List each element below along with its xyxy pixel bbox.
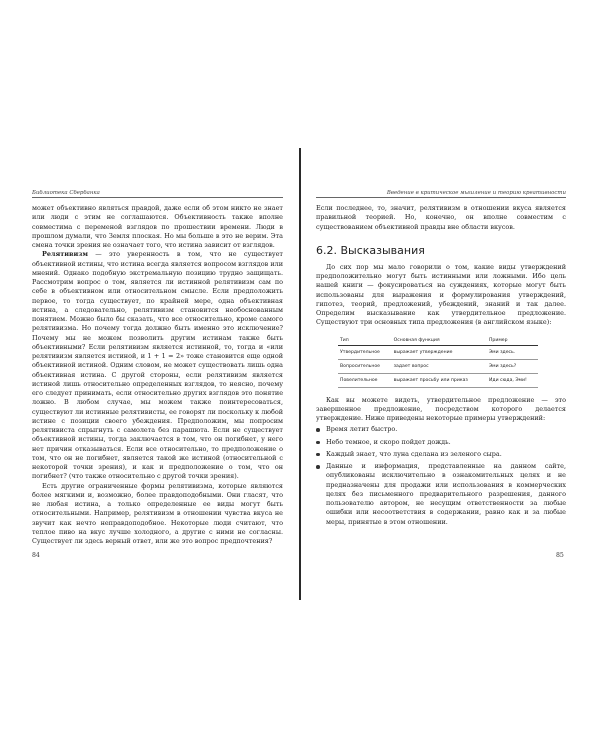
table-header-row bbox=[338, 336, 538, 346]
left-paragraph-3: Есть другие ограниченные формы релятивизма, которые являются более мягкими и, возможно, более правдоподобными. Они гласят, что не любая истина, а только определенные ее виды могут быть относительными. Например, релятивизм в отношении чувства вкуса не звучит как нечто неправдоподобное. Некоторые люди считают, что теплое пиво на вкус лучше холодного, а другие с ними не согласны. Существует ли здесь верный ответ, или же это вопрос предпочтения? bbox=[32, 481, 283, 545]
table-cell: Повелительное bbox=[338, 373, 392, 387]
list-item-text: Каждый знает, что луна сделана из зеленого сыра. bbox=[326, 449, 502, 458]
left-page bbox=[32, 190, 283, 546]
bullet-icon bbox=[316, 453, 320, 457]
table-cell: Вопросительное bbox=[338, 359, 392, 373]
bullet-icon bbox=[316, 428, 320, 432]
table-header-example: Пример bbox=[487, 336, 538, 346]
after-table-paragraph: Как вы можете видеть, утвердительное предложение — это завершенное предложение, посредством которого делается утверждение. Ниже приведены некоторые примеры утверждений: bbox=[316, 395, 566, 422]
table-cell: задает вопрос bbox=[392, 359, 487, 373]
left-paragraph-1: может объективно являться правдой, даже если об этом никто не знает или люди с этим не соглашаются. Объективность также вполне совместима с переменой взглядов по прошествии времени. Люди в прошлом думали, что Земля плоская. Но мы больше в это не верим. Эта смена точки зрения не означает того, что истина зависит от взглядов. bbox=[32, 204, 283, 249]
table-cell: выражает просьбу или приказ bbox=[392, 373, 487, 387]
table-row bbox=[338, 345, 538, 359]
right-intro-paragraph: Если последнее, то, значит, релятивизм в отношении вкуса является правильной теорией. Но, конечно, он вполне совместим с существованием объективной правды вне области вкусов. bbox=[316, 204, 566, 231]
page-gutter bbox=[299, 148, 301, 600]
list-item-text: Небо темное, и скоро пойдет дождь. bbox=[326, 437, 451, 446]
table-cell: Эми здесь. bbox=[487, 345, 538, 359]
table-cell: выражает утверждение bbox=[392, 345, 487, 359]
sentence-types-table bbox=[338, 336, 538, 388]
section-paragraph: До сих пор мы мало говорили о том, какие виды утверждений предположительно могут быть истинными или ложными. Ибо цель нашей книги — фокусироваться на суждениях, которые могут быть использованы для выражения и формулирования утверждений, гипотез, теорий, предложений, убеждений, знаний и так далее. Определим высказывание как утвердительное предложение. Существуют три основных типа предложения (в английском языке): bbox=[316, 262, 566, 327]
bullet-icon bbox=[316, 465, 320, 469]
list-item bbox=[316, 462, 566, 527]
table-row bbox=[338, 373, 538, 387]
left-page-number: 84 bbox=[32, 552, 40, 559]
right-page bbox=[316, 190, 566, 530]
table-header-type: Тип bbox=[338, 336, 392, 346]
table-cell: Иди сюда, Эми! bbox=[487, 373, 538, 387]
list-item-text: Время летит быстро. bbox=[326, 425, 398, 434]
section-title: 6.2. Высказывания bbox=[316, 243, 425, 257]
bullet-icon bbox=[316, 441, 320, 445]
left-running-head: Библиотека Сбербанка bbox=[32, 190, 283, 198]
left-paragraph-2-text: — это уверенность в том, что не существует объективной истины, что истина всегда является вопросом взглядов или мнений. Однако подобную экстремальную позицию трудно защищать. Рассмотрим вопрос о том, является ли истинной релятивизм сам по себе в объективном или относительном смысле. Если предположить первое, то тогда существует, по крайней мере, одна объективная истина, а следовательно, релятивизм становится необоснованным понятием. Можно было бы сказать, что все относительно, кроме самого релятивизма. Но почему тогда должно быть именно это исключение? Почему мы не можем позволить другим истинам также быть объективными? Если релятивизм является истинной, то, тогда и «или релятивизм является истиной, и 1 + 1 = 2» тоже становится еще одной объективной истиной. Одним словом, не может существовать лишь одна объективная истина. С другой стороны, если релятивизм является истиной лишь относительно определенных взглядов, то неясно, почему его следует принимать, если относительно других взглядов это понятие ложно. В любом случае, мы можем также поинтересоваться, существуют ли истинные релятивисты, ее говорят ли поскольку к любой истине с позиции своего убеждения. Предположим, мы попросим релятивиста спрыгнуть с самолета без парашюта. Если не существует объективной истины, тогда заключается в том, что он погибнет, у него нет причин отказываться. Если все относительно, то предположение о том, что он не погибнет, является такой же истиной (относительной с некоторой точки зрения), и как и предположение о том, что он погибнет? (что также относительно с другой точки зрения). bbox=[32, 250, 283, 481]
right-page-number: 85 bbox=[556, 552, 564, 559]
table-cell: Утвердительное bbox=[338, 345, 392, 359]
list-item bbox=[316, 450, 566, 459]
table-header-function: Основная функция bbox=[392, 336, 487, 346]
right-running-head: Введение в критическое мышление и теорию креативности bbox=[316, 190, 566, 198]
list-item bbox=[316, 425, 566, 434]
left-paragraph-2 bbox=[32, 250, 283, 481]
table-row bbox=[338, 359, 538, 373]
example-list bbox=[316, 425, 566, 527]
list-item-text: Данные и информация, представленные на данном сайте, опубликованы исключительно в ознакомительных целях и не предназначены для продажи или использования в коммерческих целях без письменного предварительного разрешения, данного пользователю автором, не несущим ответственности за любые ошибки или несоответствия в содержании, равно как и за любые меры, принятые в этом отношении. bbox=[326, 462, 566, 526]
table-cell: Эми здесь? bbox=[487, 359, 538, 373]
bold-term: Релятивизм bbox=[42, 250, 88, 259]
list-item bbox=[316, 438, 566, 447]
